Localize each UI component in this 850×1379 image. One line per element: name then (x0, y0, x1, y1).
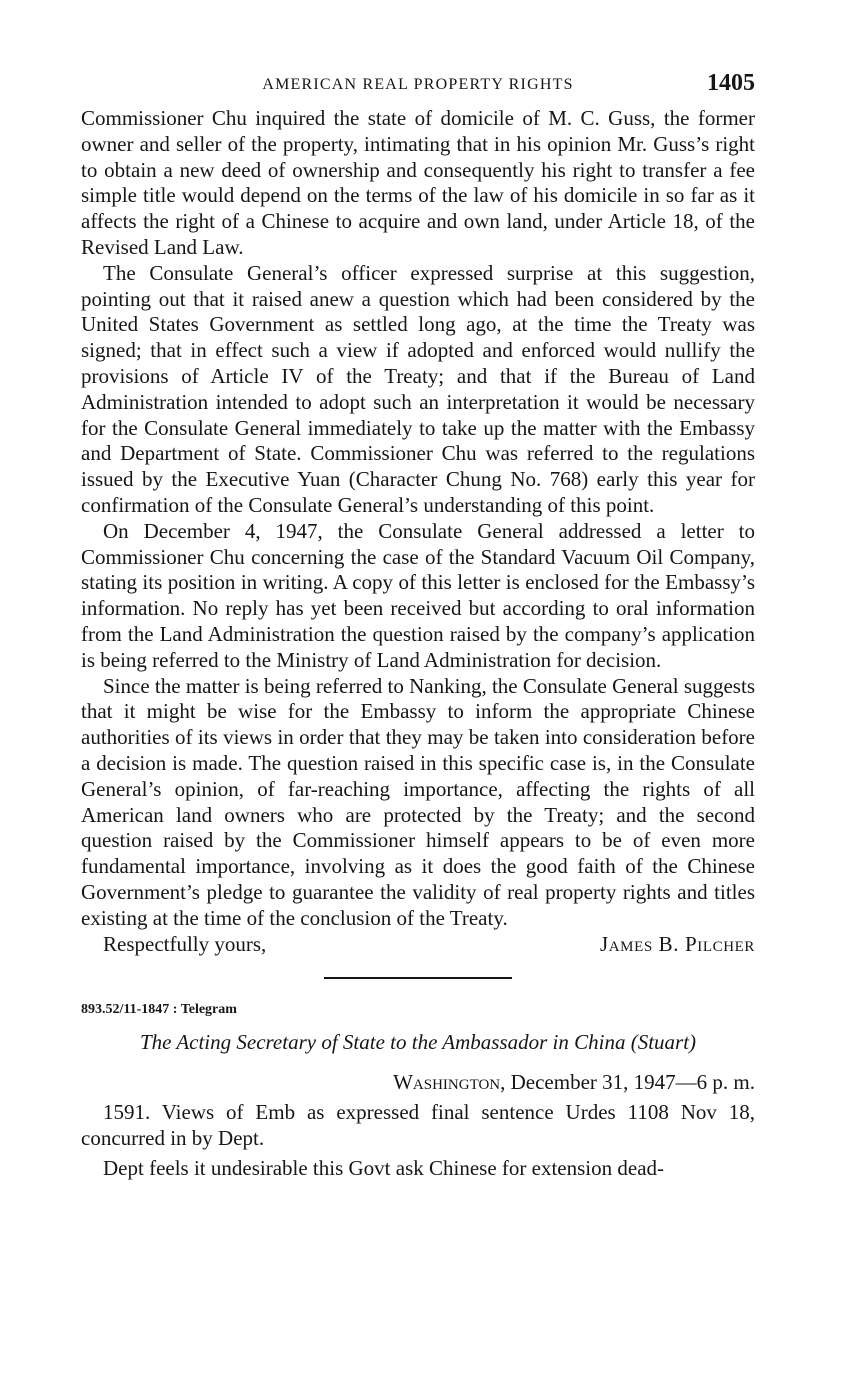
file-reference: 893.52/11-1847 : Telegram (81, 1001, 237, 1017)
section-divider (324, 977, 512, 979)
letter-paragraph: Since the matter is being referred to Nanking, the Consulate General suggests that it might be wise for the Embassy to inform the appropriate Chinese authorities of its views in order that they may be taken into consideration before a decision is made. The question raised in this specific case is, in the Consulate General’s opinion, of far-reaching importance, affecting the rights of all American land owners who are protected by the Treaty; and the second question raised by the Commissioner himself appears to be of even more fundamental importance, involving as it does the good faith of the Chinese Government’s pledge to guarantee the validity of real property rights and titles existing at the time of the conclusion of the Treaty. (81, 673, 755, 930)
running-title: AMERICAN REAL PROPERTY RIGHTS (262, 76, 574, 93)
document-heading: The Acting Secretary of State to the Ambassador in China (Stuart) (139, 1029, 697, 1054)
telegram-paragraph: 1591. Views of Emb as expressed final sentence Urdes 1108 Nov 18, concurred in by Dept. (81, 1099, 755, 1150)
letter-body (81, 106, 755, 932)
telegram-body (81, 1099, 755, 1181)
letter-paragraph: Commissioner Chu inquired the state of domicile of M. C. Guss, the former owner and seller of the property, intimating that in his opinion Mr. Guss’s right to obtain a new deed of ownership and consequently his right to transfer a fee simple title would depend on the terms of the law of his domicile in so far as it affects the right of a Chinese to acquire and own land, under Article 18, of the Revised Land Law. (81, 106, 755, 259)
letter-signoff (81, 932, 755, 958)
dateline-time: December 31, 1947—6 p. m. (505, 1069, 755, 1094)
dateline (81, 1069, 755, 1095)
telegram-paragraph: Dept feels it undesirable this Govt ask Chinese for extension dead- (103, 1155, 665, 1180)
dateline-place: Washington, (393, 1069, 506, 1094)
running-header (81, 70, 755, 106)
letter-paragraph: On December 4, 1947, the Consulate General addressed a letter to Commissioner Chu concerning the case of the Standard Vacuum Oil Company, stating its position in writing. A copy of this letter is enclosed for the Embassy’s information. No reply has yet been received but according to oral information from the Land Administration the question raised by the company’s application is being referred to the Ministry of Land Administration for decision. (81, 518, 755, 672)
letter-paragraph: The Consulate General’s officer expressed surprise at this suggestion, pointing out that it raised anew a question which had been considered by the United States Government as settled long ago, at the time the Treaty was signed; that in effect such a view if adopted and enforced would nullify the provisions of Article IV of the Treaty; and that if the Bureau of Land Administration intended to adopt such an interpretation it would be necessary for the Consulate General immediately to take up the matter with the Embassy and Department of State. Commissioner Chu was referred to the regulations issued by the Executive Yuan (Character Chung No. 768) early this year for confirmation of the Consulate General’s understanding of this point. (81, 260, 755, 517)
document-page (81, 70, 755, 1181)
page-number: 1405 (707, 70, 755, 96)
signature: James B. Pilcher (599, 931, 755, 956)
closing-line: Respectfully yours, (103, 931, 267, 956)
